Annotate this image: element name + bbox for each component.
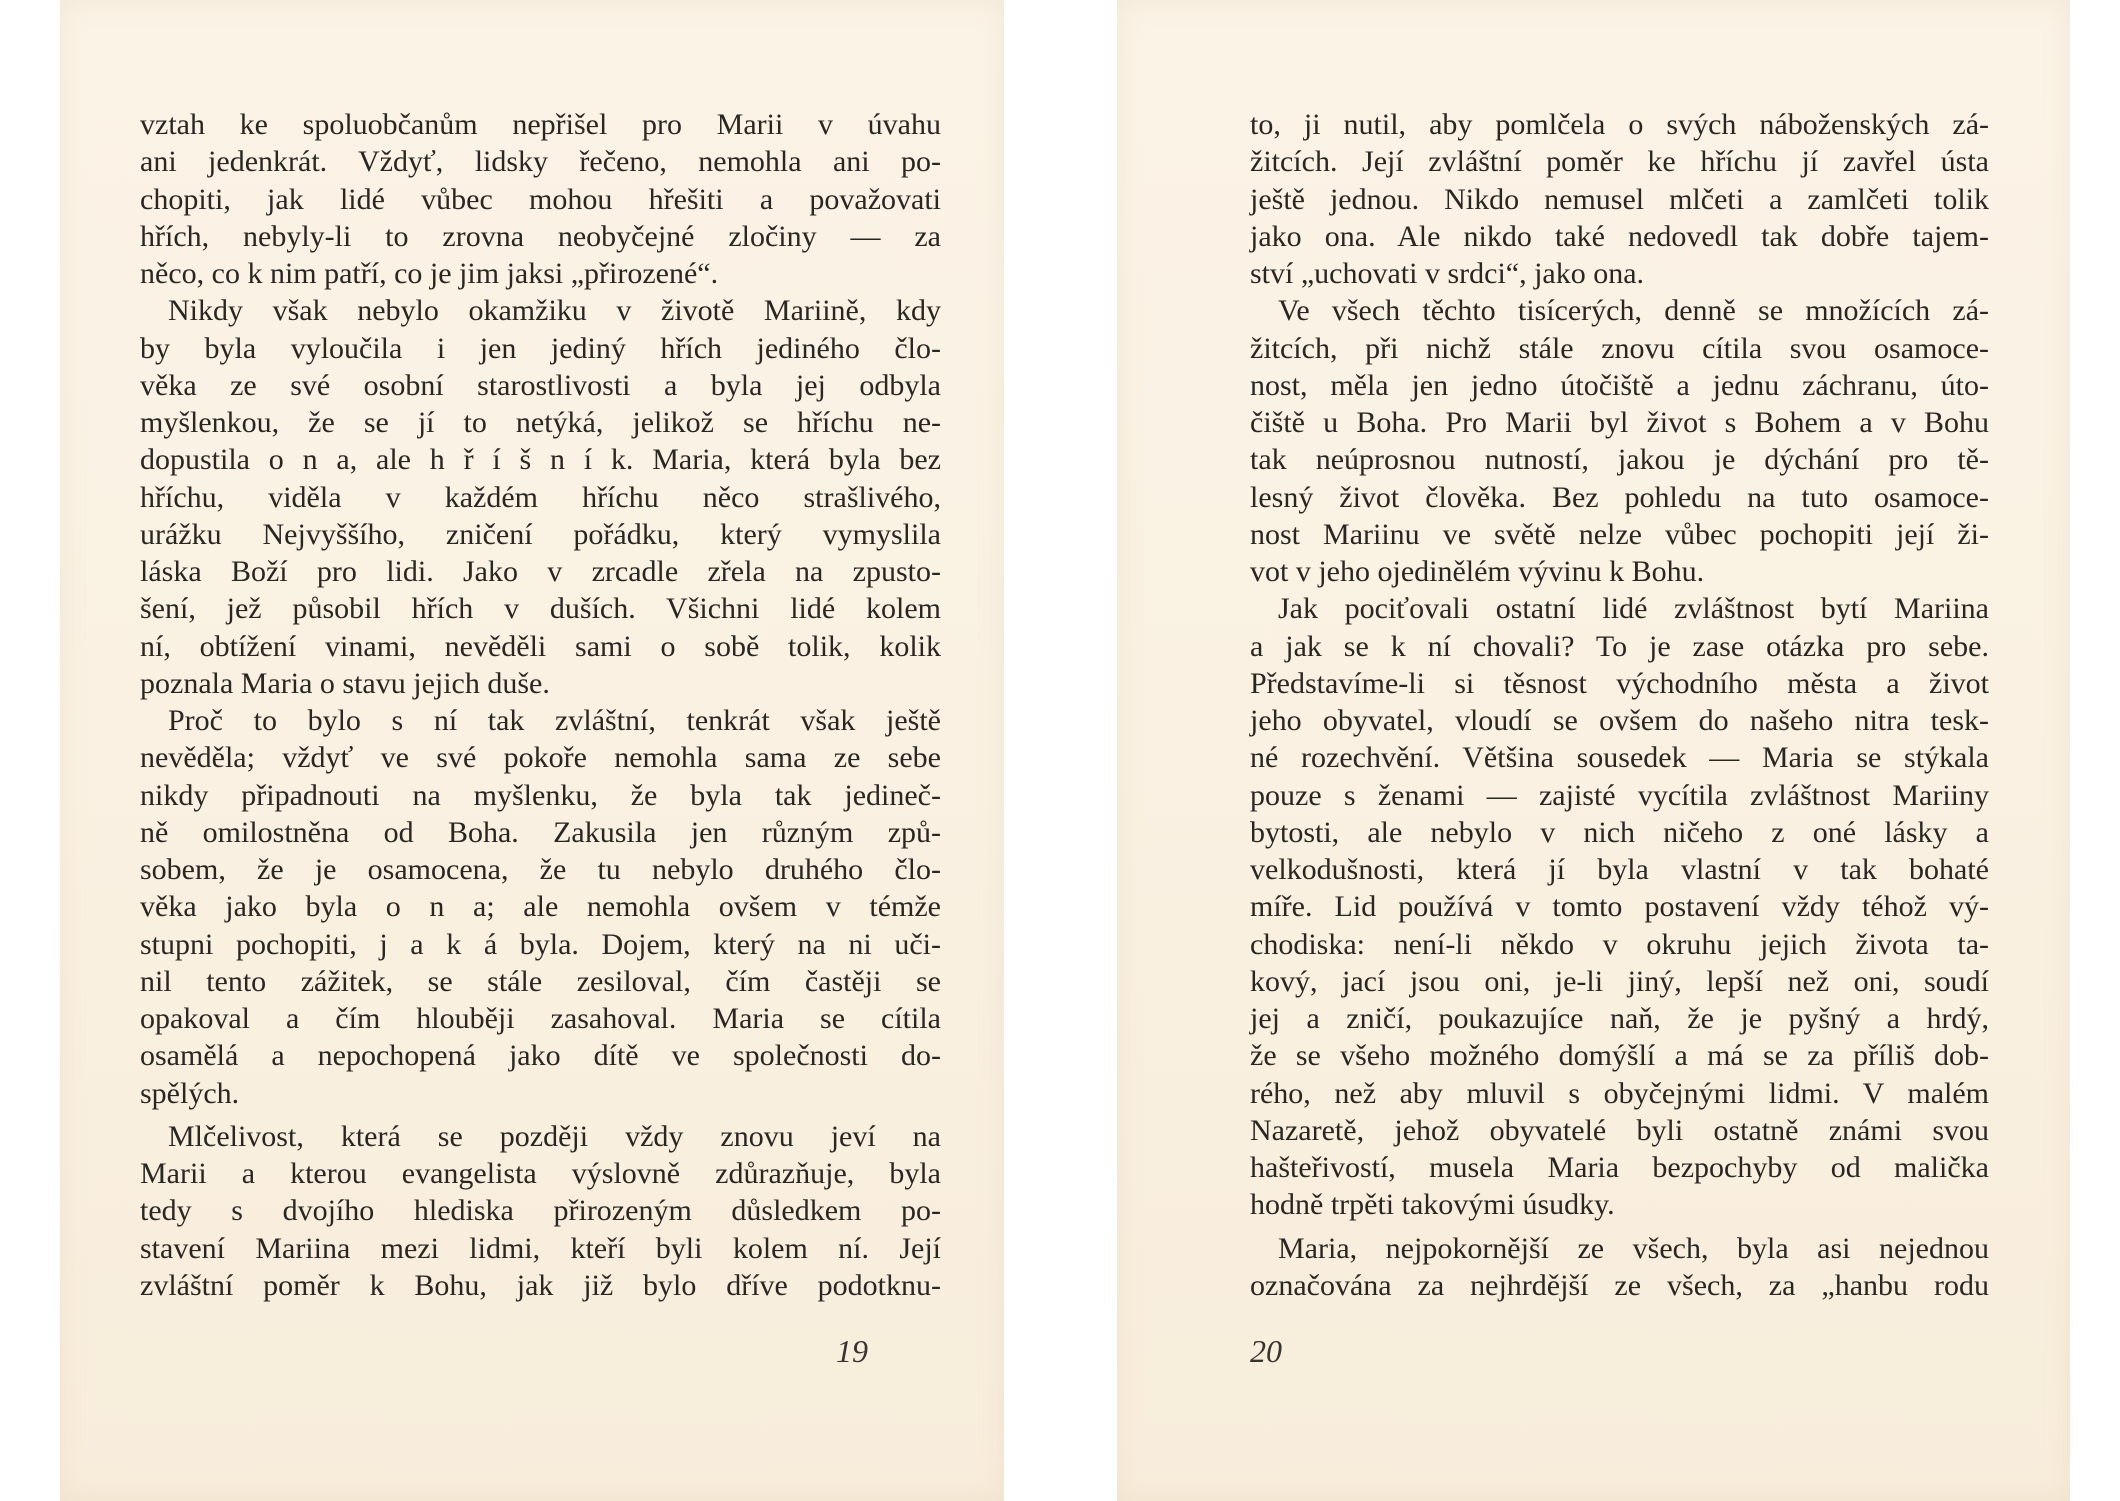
text-line: tak neúprosnou nutností, jakou je dýchání pro tě- [1250,443,1989,477]
text-line: nil tento zážitek, se stále zesiloval, čím častěji se [140,964,941,998]
text-line: jej a zničí, poukazujíce naň, že je pyšný a hrdý, [1250,1002,1989,1035]
text-line: jako ona. Ale nikdo také nedovedl tak dobře tajem- [1250,219,1989,253]
left-page-number: 19 [836,1333,868,1369]
text-line: Jak pociťovali ostatní lidé zvláštnost bytí Mariina [1278,592,1989,626]
text-line: osamělá a nepochopená jako dítě ve společnosti do- [140,1039,941,1073]
text-line: zvláštní poměr k Bohu, jak již bylo dříve podotknu- [140,1268,941,1302]
text-line: ještě jednou. Nikdo nemusel mlčeti a zamlčeti tolik [1250,182,1989,216]
text-line: označována za nejhrdější ze všech, za „hanbu rodu [1250,1268,1989,1302]
text-line: velkodušnosti, která jí byla vlastní v tak bohaté [1250,853,1989,886]
text-line: sobem, že je osamocena, že tu nebylo druhého člo- [140,853,941,886]
text-line: opakoval a čím hlouběji zasahoval. Maria se cítila [140,1002,941,1035]
text-line: a jak se k ní chovali? To je zase otázka pro sebe. [1250,629,1989,663]
text-line: Ve všech těchto tisícerých, denně se množících zá- [1278,294,1989,328]
text-line: né rozechvění. Většina sousedek — Maria se stýkala [1250,741,1989,775]
text-line: Maria, nejpokornější ze všech, byla asi nejednou [1278,1231,1989,1265]
right-page-text [1250,106,1989,1304]
text-line: ství „uchovati v srdci“, jako ona. [1250,257,1645,290]
text-line: ně omilostněna od Boha. Zakusila jen různým způ- [140,815,941,849]
left-page [60,0,1004,1501]
text-line: stavení Mariina mezi lidmi, kteří byli kolem ní. Její [140,1231,941,1265]
text-line: ani jedenkrát. Vždyť, lidsky řečeno, nemohla ani po- [140,145,941,179]
text-line: žitcích, při nichž stále znovu cítila svou osamoce- [1250,331,1989,365]
text-line: žitcích. Její zvláštní poměr ke hříchu jí zavřel ústa [1250,145,1989,179]
text-line: nikdy připadnouti na myšlenku, že byla tak jedineč- [140,778,941,812]
text-line: by byla vyloučila i jen jediný hřích jediného člo- [140,331,941,365]
text-line: láska Boží pro lidi. Jako v zrcadle zřela na zpusto- [140,555,941,588]
text-line: kový, jací jsou oni, je-li jiný, lepší než oni, soudí [1250,964,1989,998]
left-page-text [140,106,941,1304]
text-line: myšlenkou, že se jí to netýká, jelikož se hříchu ne- [140,406,941,439]
text-line: pouze s ženami — zajisté vycítila zvláštnost Mariiny [1250,778,1989,812]
text-line: Marii a kterou evangelista výslovně zdůrazňuje, byla [140,1157,941,1190]
text-line: vot v jeho ojedinělém vývinu k Bohu. [1250,555,1705,588]
text-line: jeho obyvatel, vloudí se ovšem do našeho nitra tesk- [1250,704,1989,737]
text-line: lesný život člověka. Bez pohledu na tuto osamoce- [1250,480,1989,514]
text-line: Nikdy však nebylo okamžiku v životě Mariině, kdy [168,294,941,328]
text-line: poznala Maria o stavu jejich duše. [140,666,550,700]
text-line: míře. Lid používá v tomto postavení vždy téhož vý- [1250,890,1989,924]
text-line: Mlčelivost, která se později vždy znovu jeví na [168,1119,941,1153]
text-line: bytosti, ale nebylo v nich ničeho z oné lásky a [1250,815,1989,849]
text-line: urážku Nejvyššího, zničení pořádku, který vymyslila [140,517,941,551]
right-page-number: 20 [1250,1333,1282,1369]
text-line: to, ji nutil, aby pomlčela o svých náboženských zá- [1250,108,1989,141]
text-line: hodně trpěti takovými úsudky. [1250,1188,1615,1222]
text-line: dopustila o n a, ale h ř í š n í k. Maria, která byla bez [140,443,941,477]
text-line: ní, obtížení vinami, nevěděli sami o sobě tolik, kolik [140,629,941,663]
text-line: chodiska: není-li někdo v okruhu jejich života ta- [1250,927,1989,961]
text-line: rého, než aby mluvil s obyčejnými lidmi. V malém [1250,1076,1989,1110]
text-line: nevěděla; vždyť ve své pokoře nemohla sama ze sebe [140,741,941,775]
right-page [1117,0,2070,1501]
text-line: nost, měla jen jedno útočiště a jednu záchranu, úto- [1250,368,1989,402]
text-line: věka ze své osobní starostlivosti a byla jej odbyla [140,368,941,402]
text-line: vztah ke spoluobčanům nepřišel pro Marii v úvahu [140,108,941,141]
text-line: chopiti, jak lidé vůbec mohou hřešiti a považovati [140,182,941,216]
text-line: Proč to bylo s ní tak zvláštní, tenkrát však ještě [168,704,941,737]
text-line: něco, co k nim patří, co je jim jaksi „přirozené“. [140,257,719,290]
text-line: věka jako byla o n a; ale nemohla ovšem v témže [140,890,941,924]
text-line: hřích, nebyly-li to zrovna neobyčejné zločiny — za [140,219,941,253]
text-line: Představíme-li si těsnost východního města a život [1250,666,1989,700]
text-line: šení, jež působil hřích v duších. Všichni lidé kolem [140,592,941,626]
text-line: hříchu, viděla v každém hříchu něco strašlivého, [140,480,941,514]
text-line: nost Mariinu ve světě nelze vůbec pochopiti její ži- [1250,517,1989,551]
text-line: tedy s dvojího hlediska přirozeným důsledkem po- [140,1194,941,1228]
text-line: stupni pochopiti, j a k á byla. Dojem, který na ni uči- [140,927,941,961]
text-line: že se všeho možného domýšlí a má se za příliš dob- [1250,1039,1989,1073]
text-line: hašteřivostí, musela Maria bezpochyby od malička [1250,1151,1989,1184]
text-line: spělých. [140,1076,240,1110]
text-line: čiště u Boha. Pro Marii byl život s Bohem a v Bohu [1250,406,1989,439]
text-line: Nazaretě, jehož obyvatelé byli ostatně známi svou [1250,1113,1989,1147]
